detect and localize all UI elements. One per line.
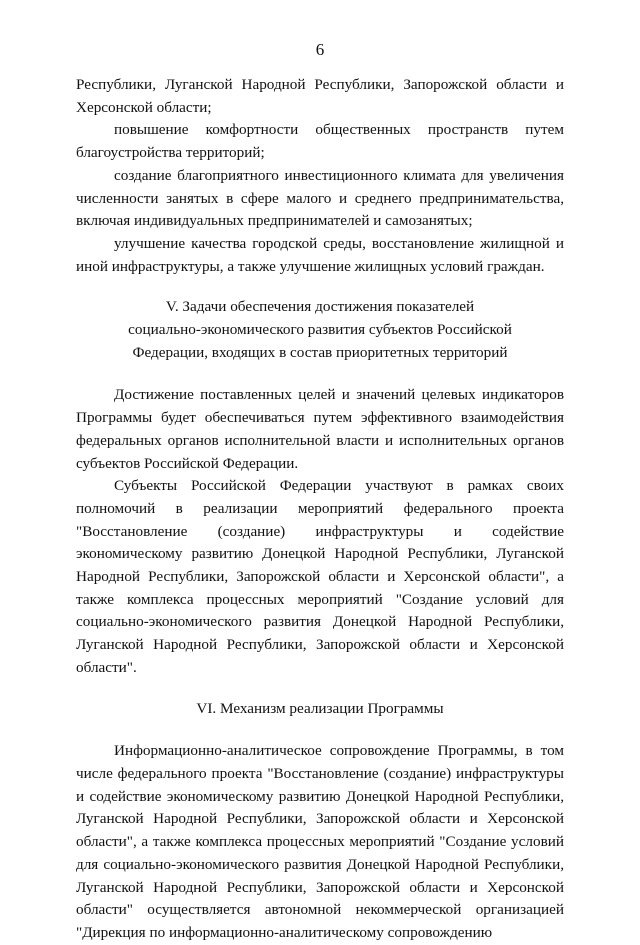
page-number: 6 bbox=[315, 40, 325, 59]
paragraph-urban-environment: улучшение качества городской среды, восстановление жилищной и иной инфраструктуры, а также улучшение жилищных условий граждан. bbox=[76, 234, 564, 275]
section-v-paragraph-1: Достижение поставленных целей и значений целевых индикаторов Программы будет обеспечиваться путем эффективного взаимодействия федеральных органов исполнительной власти и исполнительных органов субъектов Российской Федерации. bbox=[76, 386, 564, 472]
section-v-heading-line-1: V. Задачи обеспечения достижения показателей bbox=[165, 298, 475, 316]
page-content bbox=[76, 74, 564, 945]
section-vi-paragraph-1: Информационно-аналитическое сопровождение Программы, в том числе федерального проекта "Восстановление (создание) инфраструктуры и содействие экономическому развитию Донецкой Народной Республики, Луганской Народной Республики, Запорожской области и Херсонской области", а также комплекса процессных мероприятий "Создание условий для социально-экономического развития Донецкой Народной Республики, Луганской Народной Республики, Запорожской области и Херсонской области" осуществляется автономной некоммерческой организацией "Дирекция по информационно-аналитическому сопровождению bbox=[76, 742, 564, 941]
section-vi-heading: VI. Механизм реализации Программы bbox=[196, 699, 444, 717]
section-v-heading-line-2: социально-экономического развития субъектов Российской bbox=[128, 321, 512, 339]
paragraph-investment-climate: создание благоприятного инвестиционного климата для увеличения численности занятых в сфере малого и среднего предпринимательства, включая индивидуальных предпринимателей и самозанятых; bbox=[76, 166, 564, 230]
paragraph-public-spaces: повышение комфортности общественных пространств путем благоустройства территорий; bbox=[76, 121, 564, 162]
section-v-paragraph-2: Субъекты Российской Федерации участвуют в рамках своих полномочий в реализации мероприятий федерального проекта "Восстановление (создание) инфраструктуры и содействие экономическому развитию Донецкой Народной Республики, Луганской Народной Республики, Запорожской области и Херсонской области", а также комплекса процессных мероприятий "Создание условий для социально-экономического развития Донецкой Народной Республики, Луганской Народной Республики, Запорожской области и Херсонской области". bbox=[76, 477, 564, 676]
section-v-heading bbox=[76, 296, 564, 364]
section-v-heading-line-3: Федерации, входящих в состав приоритетных территорий bbox=[132, 343, 508, 361]
paragraph-continuation: Республики, Луганской Народной Республики, Запорожской области и Херсонской области; bbox=[76, 76, 564, 116]
